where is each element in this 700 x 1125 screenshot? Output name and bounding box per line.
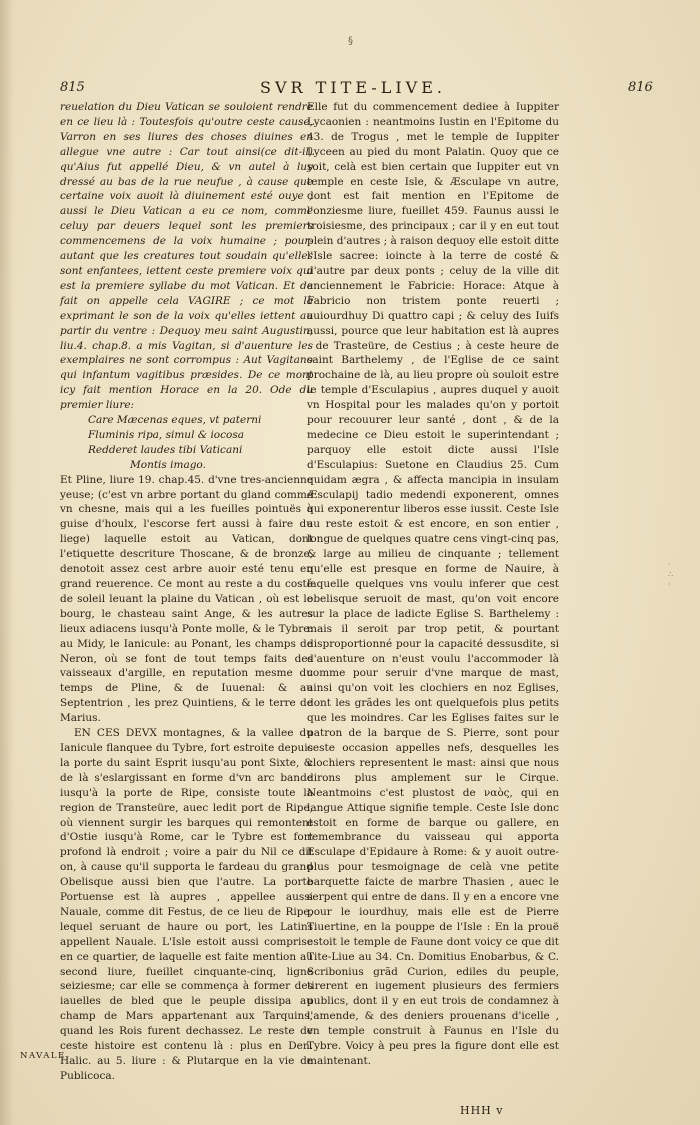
verse-line: Fluminis ripa, simul & iocosa <box>88 428 244 441</box>
verse-line: Care Mæcenas eques, vt paterni <box>88 414 262 427</box>
verse-line: Redderet laudes tibi Vaticani <box>88 443 243 456</box>
catchword: HHH v <box>460 1104 504 1117</box>
page-header <box>60 78 660 102</box>
running-title: SVR TITE-LIVE. <box>260 78 446 97</box>
page-number-right: 816 <box>628 80 653 95</box>
left-paragraph-2: Et Pline, liure 19. chap.45. d'vne tres-ancienne yeuse; (c'est vn arbre portant du gland comme vn chesne, mais qui a les fueilles pointuës à guise d'houlx, l'escorse fert aussi à faire du liege) laquelle estoit au Vatican, dont l'etiquette descriture Thoscane, & de bronze, denotoit assez cest arbre auoir esté tenu en grand reuerence. Ce mont au reste a du costé de soleil leuant la plaine du Vatican , où est le bourg, le chasteau saint Ange, & les autres lieux adiacens iusqu'à Ponte molle, & le Tybre: au Midy, le Ianicule: au Ponant, les champs de Neron, où se font de tout temps faits des vaisseaux d'argille, en reputation mesme du temps de Pline, & de Iuuenal: & au Septentrion , les prez Quintiens, & le terre de Marius. <box>60 473 313 725</box>
left-paragraph-3: EN CES DEVX montagnes, & la vallee du Ianicule flanquee du Tybre, fort estroite depuis la porte du saint Esprit iusqu'au pont Sixte, & de là s'eslargissant en forme d'vn arc bande iusqu'à la porte de Ripe, consiste toute la region de Transteüre, auec ledit port de Ripe, où viennent surgir les barques qui remontent d'Ostie iusqu'à Rome, car le Tybre est fort profond là endroit ; voire a pair du Nil ce dit on, à cause qu'il supporta le fardeau du grand Obelisque aussi bien que l'autre. La porte Portuense est là aupres , appellee aussi Nauale, comme dit Festus, de ce lieu de Ripe, lequel seruant de haure ou port, les Latins appellent Nauale. L'Isle estoit aussi comprise en ce quartier, de laquelle est faite mention au second liure, fueillet cinquante-cinq, ligne seiziesme; car elle se commença à former des iauelles de bled que le peuple dissipa au champ de Mars appartenant aux Tarquins, quand les Rois furent dechassez. Le reste de ceste histoire est contenu là : plus en Den. Halic. au 5. liure : & Plutarque en la vie de Publicoca. <box>60 727 313 1082</box>
margin-marks: · ∴ · <box>668 560 674 589</box>
margin-note: NAVALE. <box>20 1051 70 1061</box>
top-ornament: § <box>348 36 353 47</box>
left-paragraph-1: reuelation du Dieu Vatican se souloient rendre en ce lieu là : Toutesfois qu'outre ceste cause, Varron en ses liures des choses diuines en allegue vne autre : Car tout ainsi(ce dit-il) qu'Aius fut appellé Dieu, & vn autel à luy dressé au bas de la rue neufue , à cause que certaine voix auoit là diuinement esté ouye ; aussi le Dieu Vatican a eu ce nom, comme celuy par deuers lequel sont les premiers commencemens de la voix humaine ; pour-autant que les creatures tout soudain qu'elles sont enfantees, iettent ceste premiere voix qui est la premiere syllabe du mot Vatican. Et de fait on appelle cela VAGIRE ; ce mot là exprimant le son de la voix qu'elles iettent au partir du ventre : Dequoy meu saint Augustin, liu.4. chap.8. a mis Vagitan, si d'auenture les exemplaires ne sont corrompus : Aut Vagitano qui infantum vagitibus præsides. De ce mont icy fait mention Horace en la 20. Ode du premier liure: <box>60 101 313 412</box>
horace-verse <box>60 413 313 473</box>
left-column <box>60 100 313 1084</box>
right-column <box>307 100 559 1069</box>
gutter-shadow <box>0 0 14 1125</box>
page-number-left: 815 <box>60 80 85 95</box>
verse-line: Montis imago. <box>130 458 206 471</box>
right-paragraph-1: Elle fut du commencement dediee à Iuppiter Lycaonien : neantmoins Iustin en l'Epitome du 43. de Trogus , met le temple de Iuppiter Lyceen au pied du mont Palatin. Quoy que ce soit, celà est bien certain que Iuppiter eut vn temple en ceste Isle, & Æsculape vn autre, dont est fait mention en l'Epitome de l'onziesme liure, fueillet 459. Faunus aussi le troisiesme, des principaux ; car il y en eut tout plein d'autres ; à raison dequoy elle estoit ditte l'Isle sacree: ioincte à la terre de costé & d'autre par deux ponts ; celuy de la ville dit anciennement le Fabricie: Horace: Atque à Fabricio non tristem ponte reuerti ; auiourdhuy Di quattro capi ; & celuy des Iuifs aussi, pource que leur habitation est là aupres : de Trasteüre, de Cestius ; à ceste heure de saint Barthelemy , de l'Eglise de ce saint prochaine de là, au lieu propre où souloit estre le temple d'Esculapius , aupres duquel y auoit vn Hospital pour les malades qu'on y portoit pour recouurer leur santé , dont , & de la medecine ce Dieu estoit le superintendant ; parquoy elle estoit dicte aussi l'Isle d'Esculapius: Suetone en Claudius 25. Cum quidam ægra , & affecta mancipia in insulam Æsculapij tadio medendi exponerent, omnes qui exponerentur liberos esse iussit. Ceste Isle au reste estoit & est encore, en son entier , longue de quelques quatre cens vingt-cinq pas, & large au milieu de cinquante ; tellement qu'elle est presque en forme de Nauire, à laquelle quelques vns voulu inferer que cest obelisque seruoit de mast, qu'on voit encore sur la place de ladicte Eglise S. Barthelemy : mais il seroit par trop petit, & pourtant disproportionné pour la capacité dessusdite, si d'auenture on n'eust voulu l'accommoder là comme pour seruir d'vne marque de mast, ainsi qu'on voit les clochiers en noz Eglises, dont les grãdes les ont quelquefois plus petits que les moindres. Car les Eglises faites sur le patron de la barque de S. Pierre, sont pour ceste occasion appelles nefs, desquelles les clochiers representent le mast: ainsi que nous dirons plus amplement sur le Cirque. Neantmoins c'est plustost de ναὸς, qui en langue Attique signifie temple. Ceste Isle donc estoit en forme de barque ou gallere, en remembrance du vaisseau qui apporta Esculape d'Epidaure à Rome: & y auoit outre-plus pour tesmoignage de celà vne petite barquette faicte de marbre Thasien , auec le serpent qui entre de dans. Il y en a encore vne pour le iourdhuy, mais elle est de Pierre Tiuertine, en la pouppe de l'Isle : En la prouë estoit le temple de Faune dont voicy ce que dit Tite-Liue au 34. Cn. Domitius Enobarbus, & C. Scribonius grãd Curion, ediles du peuple, tirerent en iugement plusieurs des fermiers publics, dont il y en eut trois de condamnez à l'amende, & des deniers prouenans d'icelle , vn temple construit à Faunus en l'Isle du Tybre. Voicy à peu pres la figure dont elle est maintenant. <box>307 101 559 1067</box>
